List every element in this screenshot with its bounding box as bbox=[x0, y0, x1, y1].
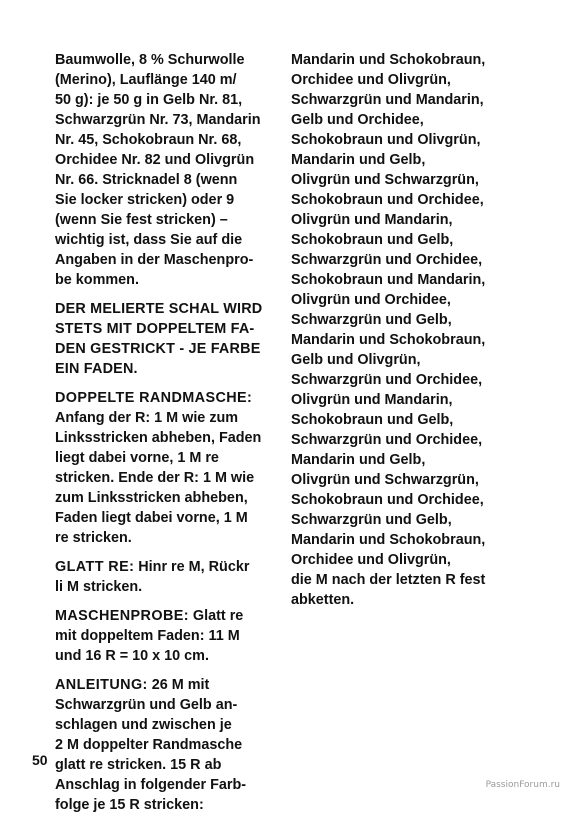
text-line: die M nach der letzten R fest bbox=[291, 572, 486, 588]
paragraph-gap bbox=[55, 379, 281, 388]
text-line: 2 M doppelter Randmasche bbox=[55, 737, 243, 753]
closing-paragraph bbox=[291, 570, 541, 610]
color-sequence-item: Olivgrün und Mandarin, bbox=[291, 212, 453, 228]
text-line: be kommen. bbox=[55, 272, 139, 288]
right-column bbox=[291, 50, 541, 610]
text-line: und 16 R = 10 x 10 cm. bbox=[55, 648, 209, 664]
color-sequence-item: Schokobraun und Gelb, bbox=[291, 232, 454, 248]
text-line: (Merino), Lauflänge 140 m/ bbox=[55, 72, 237, 88]
text-line: Nr. 66. Stricknadel 8 (wenn bbox=[55, 172, 238, 188]
text-line: abketten. bbox=[291, 592, 355, 608]
text-line: folge je 15 R stricken: bbox=[55, 797, 204, 813]
section-heading: ANLEITUNG: bbox=[55, 677, 148, 693]
note-paragraph bbox=[55, 299, 281, 379]
paragraph-gap bbox=[55, 597, 281, 606]
text-line bbox=[55, 606, 281, 626]
text-line: Schwarzgrün und Gelb an- bbox=[55, 697, 238, 713]
color-sequence-item: Gelb und Olivgrün, bbox=[291, 352, 421, 368]
page-number: 50 bbox=[32, 752, 48, 768]
watermark: PassionForum.ru bbox=[485, 780, 560, 790]
color-sequence-item: Mandarin und Schokobraun, bbox=[291, 332, 486, 348]
text-line: schlagen und zwischen je bbox=[55, 717, 232, 733]
color-sequence-item: Olivgrün und Schwarzgrün, bbox=[291, 472, 479, 488]
text-line: 50 g): je 50 g in Gelb Nr. 81, bbox=[55, 92, 243, 108]
paragraph-gap bbox=[55, 666, 281, 675]
text-line: li M stricken. bbox=[55, 579, 143, 595]
text-line: glatt re stricken. 15 R ab bbox=[55, 757, 222, 773]
text-line: Anschlag in folgender Farb- bbox=[55, 777, 247, 793]
section-heading: GLATT RE: bbox=[55, 559, 135, 575]
section-text: Hinr re M, Rückr bbox=[134, 559, 250, 575]
text-line: EIN FADEN. bbox=[55, 361, 138, 377]
maschenprobe-section bbox=[55, 606, 281, 666]
color-sequence-item: Mandarin und Schokobraun, bbox=[291, 52, 486, 68]
text-line: Orchidee Nr. 82 und Olivgrün bbox=[55, 152, 255, 168]
section-text: 26 M mit bbox=[147, 677, 210, 693]
color-sequence-item: Schokobraun und Mandarin, bbox=[291, 272, 486, 288]
color-sequence-item: Schokobraun und Orchidee, bbox=[291, 492, 484, 508]
paragraph-gap bbox=[55, 290, 281, 299]
text-line: Baumwolle, 8 % Schurwolle bbox=[55, 52, 245, 68]
text-line: Angaben in der Maschenpro- bbox=[55, 252, 254, 268]
color-sequence-item: Orchidee und Olivgrün, bbox=[291, 552, 451, 568]
text-line: Anfang der R: 1 M wie zum bbox=[55, 410, 239, 426]
color-sequence-item: Schwarzgrün und Mandarin, bbox=[291, 92, 484, 108]
text-line: Schwarzgrün Nr. 73, Mandarin bbox=[55, 112, 261, 128]
section-text: Glatt re bbox=[188, 608, 244, 624]
color-sequence-item: Schokobraun und Olivgrün, bbox=[291, 132, 481, 148]
color-sequence-item: Schwarzgrün und Orchidee, bbox=[291, 252, 483, 268]
color-sequence-item: Schwarzgrün und Gelb, bbox=[291, 312, 452, 328]
paragraph-gap bbox=[55, 548, 281, 557]
color-sequence-item: Schokobraun und Gelb, bbox=[291, 412, 454, 428]
color-sequence-item: Mandarin und Gelb, bbox=[291, 452, 426, 468]
color-sequence-list bbox=[291, 50, 541, 570]
text-line bbox=[55, 557, 281, 577]
color-sequence-item: Olivgrün und Orchidee, bbox=[291, 292, 451, 308]
text-line: zum Linksstricken abheben, bbox=[55, 490, 248, 506]
doppelte-randmasche-section bbox=[55, 388, 281, 548]
color-sequence-item: Mandarin und Schokobraun, bbox=[291, 532, 486, 548]
color-sequence-item: Schokobraun und Orchidee, bbox=[291, 192, 484, 208]
section-heading: DOPPELTE RANDMASCHE: bbox=[55, 390, 253, 406]
text-line: wichtig ist, dass Sie auf die bbox=[55, 232, 243, 248]
color-sequence-item: Mandarin und Gelb, bbox=[291, 152, 426, 168]
color-sequence-item: Schwarzgrün und Orchidee, bbox=[291, 372, 483, 388]
text-line: (wenn Sie fest stricken) – bbox=[55, 212, 228, 228]
text-line: mit doppeltem Faden: 11 M bbox=[55, 628, 240, 644]
anleitung-section bbox=[55, 675, 281, 815]
text-line: liegt dabei vorne, 1 M re bbox=[55, 450, 219, 466]
glatt-re-section bbox=[55, 557, 281, 597]
color-sequence-item: Olivgrün und Mandarin, bbox=[291, 392, 453, 408]
text-line: DEN GESTRICKT - JE FARBE bbox=[55, 341, 261, 357]
color-sequence-item: Orchidee und Olivgrün, bbox=[291, 72, 451, 88]
text-line: stricken. Ende der R: 1 M wie bbox=[55, 470, 255, 486]
text-line: Linksstricken abheben, Faden bbox=[55, 430, 262, 446]
text-line bbox=[55, 675, 281, 695]
color-sequence-item: Schwarzgrün und Orchidee, bbox=[291, 432, 483, 448]
text-line: re stricken. bbox=[55, 530, 132, 546]
materials-paragraph bbox=[55, 50, 281, 290]
color-sequence-item: Olivgrün und Schwarzgrün, bbox=[291, 172, 479, 188]
text-line: Nr. 45, Schokobraun Nr. 68, bbox=[55, 132, 242, 148]
text-line: Faden liegt dabei vorne, 1 M bbox=[55, 510, 248, 526]
color-sequence-item: Schwarzgrün und Gelb, bbox=[291, 512, 452, 528]
color-sequence-item: Gelb und Orchidee, bbox=[291, 112, 424, 128]
text-line: Sie locker stricken) oder 9 bbox=[55, 192, 235, 208]
section-heading: MASCHENPROBE: bbox=[55, 608, 189, 624]
text-line: STETS MIT DOPPELTEM FA- bbox=[55, 321, 255, 337]
left-column bbox=[55, 50, 281, 815]
text-line: DER MELIERTE SCHAL WIRD bbox=[55, 301, 263, 317]
